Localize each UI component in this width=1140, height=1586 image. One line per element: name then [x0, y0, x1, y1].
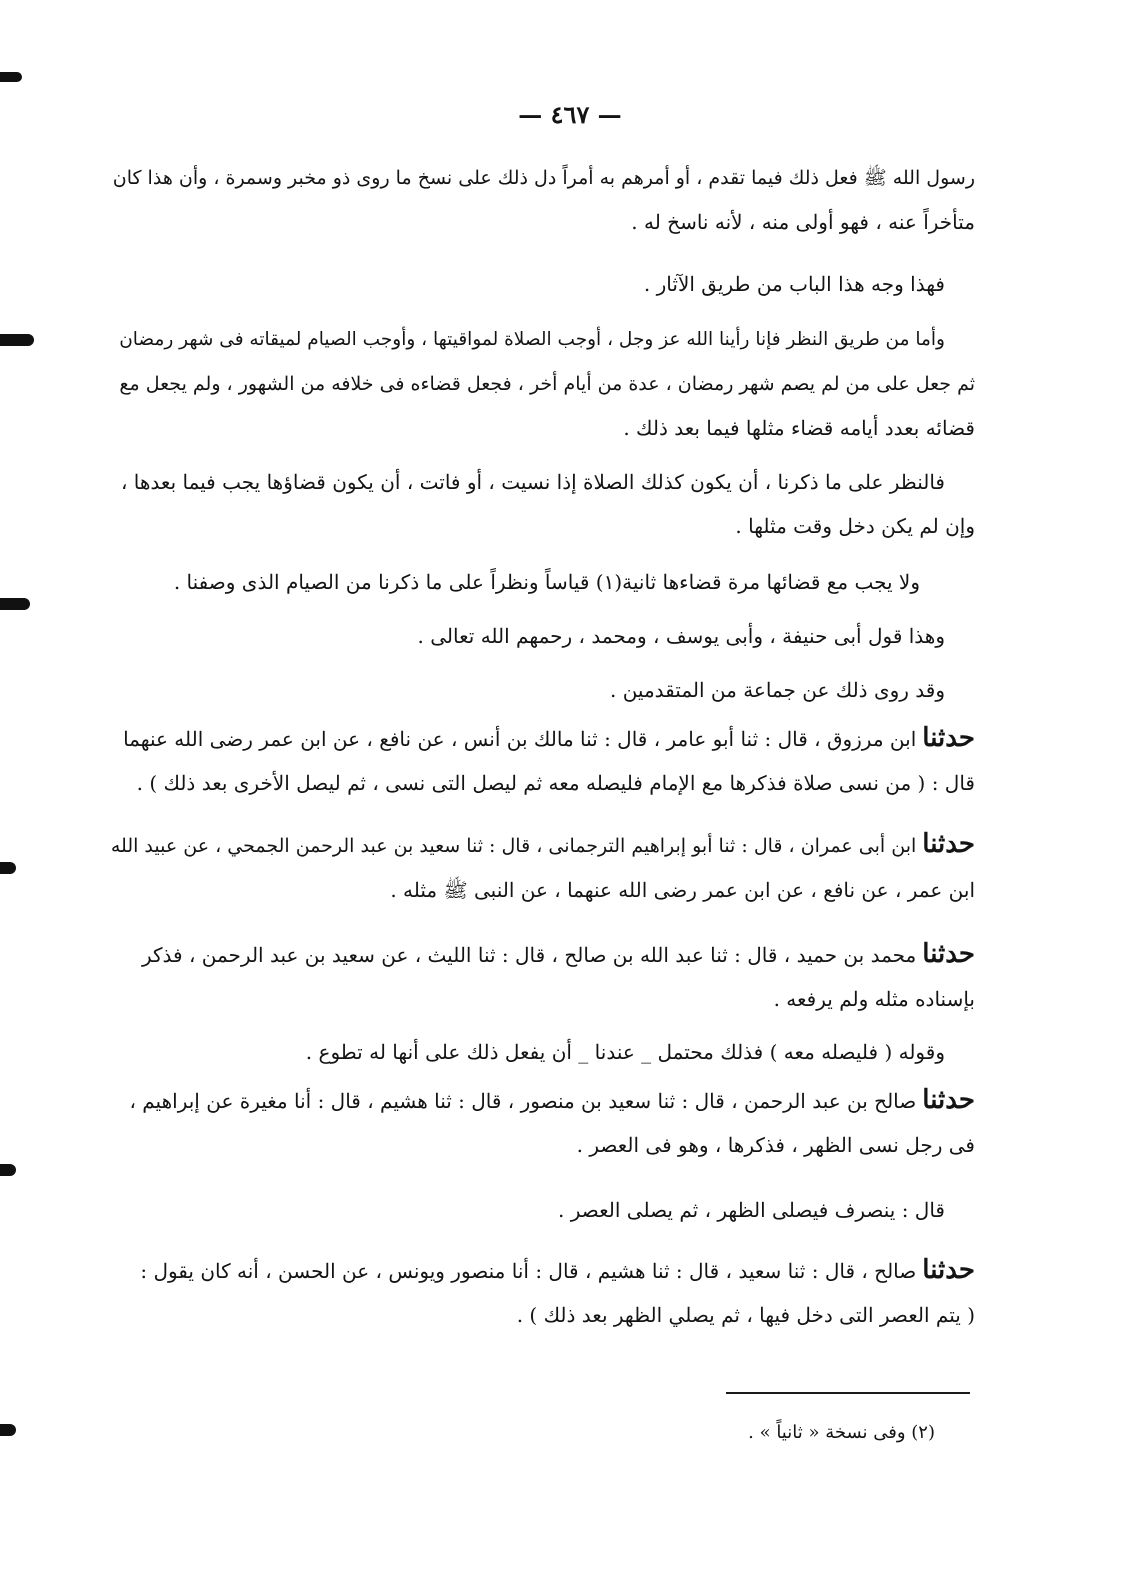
footnote-divider [726, 1392, 970, 1394]
text-line: وأما من طريق النظر فإنا رأينا الله عز وجل ، أوجب الصلاة لمواقيتها ، وأوجب الصيام لميقاته فى شهر رمضان [119, 329, 945, 350]
paragraph [105, 560, 975, 604]
margin-mark [0, 1164, 16, 1176]
margin-mark [0, 334, 34, 346]
paragraph [105, 262, 975, 306]
page-number: — ٤٦٧ — [518, 100, 622, 129]
text-line: فى رجل نسى الظهر ، فذكرها ، وهو فى العصر . [576, 1133, 975, 1157]
text-line: وهذا قول أبى حنيفة ، وأبى يوسف ، ومحمد ، رحمهم الله تعالى . [417, 624, 945, 648]
hadith-block [105, 822, 975, 912]
haddathana-heading: حدثنا [922, 1085, 975, 1115]
haddathana-heading: حدثنا [922, 829, 975, 859]
footnote: (٢) وفى نسخة « ثانياً » . [748, 1422, 935, 1443]
hadith-block [105, 1248, 975, 1337]
margin-mark [0, 72, 22, 82]
text-line: فالنظر على ما ذكرنا ، أن يكون كذلك الصلاة إذا نسيت ، أو فاتت ، أن يكون قضاؤها يجب فيما بعدها ، [120, 470, 945, 494]
text-line: ( يتم العصر التى دخل فيها ، ثم يصلي الظهر بعد ذلك ) . [516, 1303, 975, 1327]
paragraph [105, 614, 975, 658]
text-line: قضائه بعدد أيامه قضاء مثلها فيما بعد ذلك . [623, 416, 975, 440]
hadith-block [105, 716, 975, 805]
text-line: صالح بن عبد الرحمن ، قال : ثنا سعيد بن منصور ، قال : ثنا هشيم ، قال : أنا مغيرة عن إبراهيم ، [129, 1089, 917, 1113]
text-line: وقد روى ذلك عن جماعة من المتقدمين . [609, 678, 945, 702]
margin-mark [0, 1424, 16, 1436]
margin-mark [0, 598, 30, 610]
text-line: فهذا وجه هذا الباب من طريق الآثار . [643, 272, 945, 296]
paragraph [105, 460, 975, 548]
hadith-block [105, 932, 975, 1021]
haddathana-heading: حدثنا [922, 939, 975, 969]
paragraph [105, 1030, 975, 1074]
text-line: محمد بن حميد ، قال : ثنا عبد الله بن صالح ، قال : ثنا الليث ، عن سعيد بن عبد الرحمن ، فذكر [141, 943, 917, 967]
text-line: ابن مرزوق ، قال : ثنا أبو عامر ، قال : ثنا مالك بن أنس ، عن نافع ، عن ابن عمر رضى الله عنهما [123, 727, 917, 751]
text-line: رسول الله ﷺ فعل ذلك فيما تقدم ، أو أمرهم به أمراً دل ذلك على نسخ ما روى ذو مخبر وسمرة ، وأن هذا كان [112, 167, 975, 189]
text-line: قال : ينصرف فيصلى الظهر ، ثم يصلى العصر . [558, 1198, 945, 1222]
hadith-block [105, 1078, 975, 1167]
paragraph [105, 318, 975, 450]
text-line: وقوله ( فليصله معه ) فذلك محتمل _ عندنا _ أن يفعل ذلك على أنها له تطوع . [305, 1040, 945, 1064]
paragraph [105, 668, 975, 712]
paragraph [105, 156, 975, 244]
paragraph [105, 1188, 975, 1232]
text-line: ولا يجب مع قضائها مرة قضاءها ثانية(١) قياساً ونظراً على ما ذكرنا من الصيام الذى وصفنا . [173, 570, 920, 594]
text-line: ابن عمر ، عن نافع ، عن ابن عمر رضى الله عنهما ، عن النبى ﷺ مثله . [390, 878, 975, 902]
haddathana-heading: حدثنا [922, 723, 975, 753]
text-line: ثم جعل على من لم يصم شهر رمضان ، عدة من أيام أخر ، فجعل قضاءه فى خلافه من الشهور ، ولم يجعل مع [119, 373, 975, 395]
margin-mark [0, 862, 16, 874]
text-line: بإسناده مثله ولم يرفعه . [773, 987, 975, 1011]
text-line: وإن لم يكن دخل وقت مثلها . [735, 514, 975, 538]
haddathana-heading: حدثنا [922, 1255, 975, 1285]
text-line: متأخراً عنه ، فهو أولى منه ، لأنه ناسخ له . [631, 210, 975, 234]
text-line: قال : ( من نسى صلاة فذكرها مع الإمام فليصله معه ثم ليصل التى نسى ، ثم ليصل الأخرى بعد ذلك ) . [136, 771, 975, 795]
text-line: ابن أبى عمران ، قال : ثنا أبو إبراهيم الترجمانى ، قال : ثنا سعيد بن عبد الرحمن الجمحي ، عن عبيد الله [110, 835, 917, 857]
text-line: صالح ، قال : ثنا سعيد ، قال : ثنا هشيم ، قال : أنا منصور ويونس ، عن الحسن ، أنه كان يقول : [140, 1259, 917, 1283]
